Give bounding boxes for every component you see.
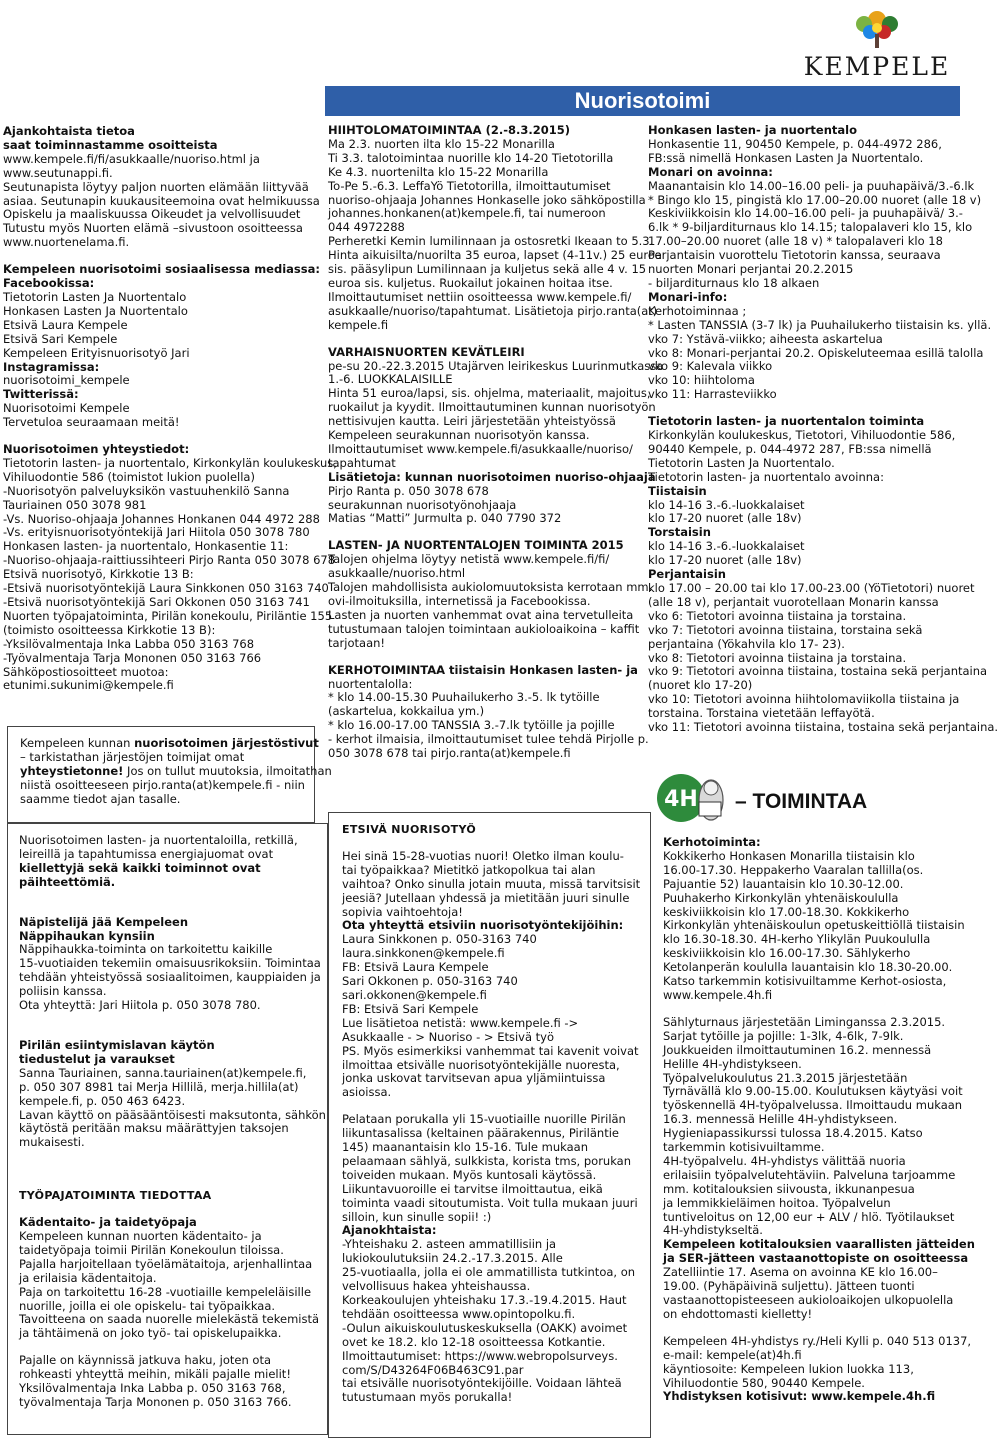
text-line: Kirkonkylän koulukeskus, Tietotori, Vihiluodontie 586, [648,428,956,443]
4h-contact-block [663,1333,972,1405]
text-line: tai työpaikkaa? Mietitkö jatkopolkua tai alan [342,862,596,877]
text-line: pelaamaan sählyä, sulkkista, korista tms, porukan [342,1153,632,1168]
text-line: taidetyöpaja toimii Pirilän Konekoulun tiloissa. [19,1242,284,1257]
text-line: Ketolanperän koululla lauantaisin klo 18.30-20.00. [663,960,953,975]
text-line: com/S/D43264F06B463C91.par [342,1362,524,1377]
text-line: Honkasentie 11, 90450 Kempele, p. 044-4972 286, [648,136,942,151]
youth-houses-block [328,538,653,650]
contacts-block [3,442,337,693]
logo-wordmark: KEMPELE [803,52,951,81]
text-line: nettisivujen kautta. Leiri järjestetään yhteistyössä [328,414,616,429]
text-line: Näppihaukan kynsiin [19,928,155,943]
text-line: tarkemmin kotisivuiltamme. [663,1140,825,1155]
text-line: työvalmentaja Tarja Mononen p. 050 3163 766. [19,1395,292,1409]
text-line: vko 11: Tietotori avoinna tiistaina, tostaina sekä perjantaina. [648,720,998,735]
text-line: Yksilövalmentaja Inka Labba p. 050 3163 768, [19,1381,286,1396]
kempele-logo [802,6,952,86]
text-line: Kirkonkylän yhtenäiskoulun opetuskeittiöllä tiistaisin [663,918,965,933]
text-line: Sanna Tauriainen, sanna.tauriainen(at)kempele.fi, [19,1065,307,1080]
text-line: 4H-työpalvelu. 4H-yhdistys välittää nuoria [663,1153,906,1168]
text-line: Puuhakerho Kirkonkylän yhtenäiskoululla [663,890,899,905]
text-line: etunimi.sukunimi@kempele.fi [3,678,174,693]
text-line: tehdään osoitteessa www.opintopolku.fi. [342,1306,576,1321]
text-line: saamme tiedot ajan tasalle. [20,791,181,806]
text-line: Tietotorin Lasten Ja Nuortentalo. [648,455,835,470]
ski-holiday-block [328,123,662,333]
text-line: (nuoret klo 17-20) [648,678,753,693]
text-line: -Nuoriso-ohjaaja-raittiussihteeri Pirjo Ranta 050 3078 678 [3,553,336,568]
text-line: Etsivä nuorisotyö, Kirkkotie 13 B: [3,567,194,582]
text-line: Kempeleen seurakunnan nuorisotyön kanssa. [328,428,590,443]
text-line: rohkeasti yhteyttä meihin, mikäli pajalle mielit! [19,1367,291,1382]
text-line: Hinta 51 euroa/lapsi, sis. ohjelma, materiaalit, majoitus, [328,386,651,401]
text-line: Ma 2.3. nuorten ilta klo 15-22 Monarilla [328,136,555,151]
text-line: euroa sis. kuljetus. Ruokailut jokainen hoitaa itse. [328,275,613,290]
workshop-contact-block [19,1354,319,1410]
text-line: tarjotaan! [328,635,386,650]
text-line: Pajalla harjoitellaan työelämätaitoja, arjenhallintaa [19,1256,313,1271]
text-line: Tietotorin lasten- ja nuortentalo avoinna: [648,469,884,484]
spring-camp-block [328,344,664,527]
text-line: ruokailut ja kyydit. Ilmoittautuminen kunnan nuorisotyön [328,400,656,415]
4h-mascot-icon [651,770,731,828]
text-line: - kerhot ilmaisia, ilmoittautumiset tulee tehdä Pirjolle p. [328,732,649,747]
text-line: Kempeleen kunnan nuorten kädentaito- ja [19,1229,262,1244]
text-line: Maanantaisin klo 14.00–16.00 peli- ja puuhapäivä/3.-6.lk [648,178,975,193]
4h-column [663,835,975,1404]
outreach-sports [342,1113,642,1405]
text-line: 044 4972288 [328,220,405,235]
text-line: torstaina. Torstaina vietetään leffayötä. [648,706,875,721]
text-line: -Oulun aikuiskoulutuskeskuksella (OAKK) avoimet [342,1320,628,1335]
text-line: Kerhotoiminnaa ; [648,303,747,318]
text-line: Tyrnävällä klo 9.00-15.00. Koulutuksen käytyäsi voit [663,1084,963,1099]
text-line: klo 17-20 nuoret (alle 18v) [648,511,802,526]
text-line: jonka uskovat tarvitsevan apua yljämiintuissa [342,1071,606,1086]
text-line: sis. pääsylipun Lumilinnaan ja kuljetus sekä alle 4 v. 15 [328,262,647,277]
text-line: erilaisiin työpalvelutehtäviin. Palveluna tarjoamme [663,1167,956,1182]
text-line: tutustumaan myös porukalla! [342,1390,513,1405]
text-line: Pirilän esiintymislavan käytön [19,1037,215,1052]
column-middle [328,123,664,761]
text-line: silloin, kun sinulle sopii! :) [342,1209,492,1224]
text-line: (toimisto osoitteessa Kirkkotie 13 B): [3,622,216,637]
text-line: vastaanottopisteeseen aukioloaikojen ulkopuolella [663,1293,954,1307]
text-line: Zatelliintie 17. Asema on avoinna KE klo 16.00– [663,1265,938,1280]
text-line: Facebookissa: [3,276,95,291]
text-line: 1.-6. LUOKKALAISILLE [328,372,453,387]
text-line: Näppihaukka-toiminta on tarkoitettu kaikille [19,942,273,957]
text-line: ja lemmikkieläimen hoitoa. Työpalvelun [663,1195,891,1210]
text-line: * klo 16.00-17.00 TANSSIA 3.-7.lk tytöille ja pojille [328,718,615,733]
text-line: ilmoittaa etsivälle nuorisotyöntekijälle nuoresta, [342,1057,620,1072]
text-line: nuorten Monari perjantai 20.2.2015 [648,262,854,277]
organizations-notice-box [7,726,332,823]
text-line: ovet ke 18.2. klo 12-18 osoitteessa Kotkantie. [342,1334,606,1349]
text-line: Tauriainen 050 3078 981 [3,497,147,512]
text-line: (alle 18 v), perjantait vuorotellaan Monarin kanssa [648,594,939,609]
text-line: tuntiveloitus on 12,00 eur + ALV / hlö. Työtilaukset [663,1209,955,1224]
text-line: saat toiminnastamme osoitteista [3,137,218,152]
text-line: www.kempele.fi/fi/asukkaalle/nuoriso.html ja [3,151,260,166]
text-line: Tutustu myös Nuorten elämä –sivustoon osoitteessa [3,221,303,236]
text-line: vko 8: Tietotori avoinna tiistaina ja torstaina. [648,650,907,665]
text-line: Sählyturnaus järjestetään Liminganssa 2.3.2015. [663,1014,946,1029]
club-activities-block [328,662,649,761]
workshop-title: TYÖPAJATOIMINTA TIEDOTTAA [19,1189,212,1203]
text-line: toiminta vaadi sitoutumista. Voit tulla mukaan juuri [342,1195,638,1210]
text-line: Asukkaalle - > Nuoriso - > Etsivä työ [342,1029,555,1044]
text-line: johannes.honkanen(at)kempele.fi, tai numeroon [328,206,606,221]
text-line: Honkasen lasten- ja nuortentalo, Honkasentie 11: [3,539,289,554]
nappihaukka-block [19,916,319,1013]
text-line: Ilmoittautumiset: https://www.webropolsurveys. [342,1348,618,1363]
text-line: klo 17-20 nuoret (alle 18v) [648,553,802,568]
text-line: 050 3078 678 tai pirjo.ranta(at)kempele.fi [328,746,571,761]
text-line: Lavan käyttö on pääsääntöisesti maksutonta, sähkön [19,1107,326,1122]
text-line: Kempeleen kunnan nuorisotoimen järjestöstivut [20,736,319,750]
text-line: Perjantaisin vuorottelu Tietotorin kanssa, seuraava [648,248,941,263]
text-line: Näpistelijä jää Kempeleen [19,914,189,929]
text-line: Honkasen Lasten Ja Nuortentalo [3,303,188,318]
text-line: Ilmoittautumiset www.kempele.fi/asukkaalle/nuoriso/ [328,441,633,456]
text-line: VARHAISNUORTEN KEVÄTLEIRI [328,344,525,359]
text-line: liikuntasalissa (keltainen päärakennus, Piriläntie [342,1126,619,1141]
text-line: sopivia vaihtoehtoja! [342,904,463,919]
text-line: Monari on avoinna: [648,164,773,179]
text-line: keskiviikkoisin klo 17.00-18.30. Kokkikerho [663,904,910,919]
text-line: -Vs. erityisnuorisotyöntekijä Jari Hiitola 050 3078 780 [3,525,310,540]
text-line: www.nuortenelama.fi. [3,235,130,250]
text-line: KERHOTOIMINTAA tiistaisin Honkasen lasten- ja [328,662,638,677]
text-line: Ke 4.3. nuortenilta klo 15-22 Monarilla [328,164,549,179]
text-line: * klo 14.00-15.30 Puuhailukerho 3.-5. lk tytöille [328,690,600,705]
text-line: Sari Okkonen p. 050-3163 740 [342,974,518,989]
text-line: Kempeleen nuorisotoimi sosiaalisessa mediassa: [3,262,320,277]
text-line: vko 8: Monari-perjantai 20.2. Opiskeluteemaa esillä talolla [648,345,984,360]
text-line: FB: Etsivä Laura Kempele [342,960,489,975]
text-line: -Työvalmentaja Tarja Mononen 050 3163 766 [3,650,262,665]
text-line: Talojen ohjelma löytyy netistä www.kempele.fi/fi/ [328,552,610,567]
text-line: Tavoitteena on saada nuorelle mielekästä tekemistä [19,1312,320,1327]
text-line: Katso tarkemmin kotisivuiltamme Kerhot-osiosta, [663,974,947,989]
text-line: velvollisuus hakea yhteishaussa. [342,1279,531,1294]
text-line: Korkeakoulujen yhteishaku 17.3.-19.4.2015. Haut [342,1293,627,1307]
text-line: Etsivä Laura Kempele [3,317,128,332]
text-line: Tietotorin lasten- ja nuortentalon toiminta [648,414,925,429]
text-line: vko 7: Ystävä-viikko; aiheesta askartelua [648,331,883,346]
text-line: -Nuorisotyön palveluyksikön vastuuhenkilö Sanna [3,483,290,498]
text-line: mm. kotitalouksien siivousta, ikkunanpesua [663,1181,915,1196]
text-line: Kempeleen 4H-yhdistys ry./Heli Kylli p. 040 513 0137, [663,1333,972,1348]
text-line: Ota yhteyttä: Jari Hiitola p. 050 3078 780. [19,998,261,1013]
text-line: nuorille, joilla ei ole opiskelu- tai työpaikkaa. [19,1298,276,1313]
text-line: asukkaalle/nuoriso/tapahtumat. Lisätietoja pirjo.ranta(at) [328,303,658,318]
text-line: Opiskelu ja maaliskuussa Oikeudet ja velvollisuudet [3,207,301,222]
text-line: vko 10: Tietotori avoinna hiihtolomaviikolla tiistaina ja [648,692,960,707]
text-line: 19.00. (Pyhäpäivinä suljettu). Jätteen tuonti [663,1279,915,1294]
text-line: nuorisotoimi_kempele [3,373,130,388]
intro-block [3,124,320,250]
text-line: lukiokoulutuksiin 24.2.-17.3.2015. Alle [342,1251,563,1266]
text-line: tapahtumat [328,455,396,470]
text-line: Nuorisotoimen lasten- ja nuortentaloilla, retkillä, [19,833,298,847]
text-line: Helille 4H-yhdistykseen. [663,1056,802,1071]
text-line: leireillä ja tapahtumissa energiajuomat ovat [19,846,274,861]
text-line: toiveiden mukaan. Myös kuntosali käytössä. [342,1167,597,1182]
text-line: Joukkueiden ilmoittautuminen 16.2. mennessä [663,1042,932,1057]
text-line: käyntiosoite: Kempeleen lukion luokka 113, [663,1361,914,1376]
info-box-left [7,823,328,1435]
text-line: vaihtoa? Onko sinulla jotain muuta, missä tarvitsisit [342,876,641,891]
text-line: Ilmoittautumiset nettiin osoitteessa www.kempele.fi/ [328,289,632,304]
text-line: Torstaisin [648,525,711,540]
svg-text:4H: 4H [664,787,698,812]
text-line: tiedustelut ja varaukset [19,1051,175,1066]
text-line: Ota yhteyttä etsiviin nuorisotyöntekijöihin: [342,918,624,933]
text-line: pe-su 20.-22.3.2015 Utajärven leirikeskus Luurinmutkassa [328,358,664,373]
text-line: Pajuantie 52) lauantaisin klo 10.30-12.00. [663,876,904,891]
text-line: HIIHTOLOMATOIMINTAA (2.-8.3.2015) [328,123,570,137]
text-line: Matias “Matti” Jurmulta p. 040 7790 372 [328,511,562,526]
text-line: klo 14-16 3.-6.-luokkalaiset [648,497,805,512]
text-line: Tervetuloa seuraamaan meitä! [3,415,180,430]
text-line: Perheretki Kemin lumilinnaan ja ostosretki Ikeaan to 5.3. [328,234,654,249]
text-line: * Bingo klo 15, pingistä klo 17.00–20.00 nuoret (alle 18 v) [648,192,982,207]
text-line: vko 6: Tietotori avoinna tiistaina ja torstaina. [648,608,907,623]
text-line: (askartelua, kokkailua ym.) [328,704,485,719]
text-line: 4H-yhdistykseltä. [663,1223,763,1238]
text-line: ja tähtäimenä on joko työ- tai opiskelupaikka. [19,1326,282,1341]
text-line: Hei sinä 15-28-vuotias nuori! Oletko ilman koulu- [342,848,624,863]
text-line: -Vs. Nuoriso-ohjaaja Johannes Honkanen 044 4972 288 [3,511,320,526]
text-line: Pelataan porukalla yli 15-vuotiaille nuorille Pirilän [342,1112,626,1127]
text-line: Twitterissä: [3,387,79,402]
text-line: laura.sinkkonen@kempele.fi [342,946,505,961]
text-line: Ajanokhtaista: [342,1223,437,1238]
text-line: Yhdistyksen kotisivut: www.kempele.4h.fi [663,1389,936,1404]
text-line: on ehdottomasti kielletty! [663,1306,813,1321]
4h-activities-header [651,770,951,828]
workshop-block [19,1216,319,1341]
text-line: – tarkistathan järjestöjen toimijat omat [20,749,245,764]
text-line: 90440 Kempele, p. 044-4972 287, FB:ssa nimellä [648,441,932,456]
text-line: sari.okkonen@kempele.fi [342,987,487,1002]
text-line: klo 17.00 – 20.00 tai klo 17.00-23.00 (YöTietotori) nuoret [648,581,975,595]
text-line: Työpalvelukoulutus 21.3.2015 järjestetään [663,1070,908,1085]
section-banner: Nuorisotoimi [325,86,960,116]
text-line: Sähköpostiosoitteet muotoa: [3,664,169,679]
text-line: Honkasen lasten- ja nuortentalo [648,123,857,137]
text-line: Pirjo Ranta p. 050 3078 678 [328,483,489,498]
social-media-block [3,262,320,430]
text-line: Nuorisotoimi Kempele [3,401,130,416]
text-line: Sarjat tytöille ja pojille: 1-3lk, 4-6lk, 7-9lk. [663,1028,904,1043]
4h-activities-title: – TOIMINTAA [735,790,868,813]
text-line: e-mail: kempele(at)4h.fi [663,1347,802,1362]
text-line: Ti 3.3. talotoimintaa nuorille klo 14-20 Tietotorilla [328,150,614,165]
text-line: LASTEN- JA NUORTENTALOJEN TOIMINTA 2015 [328,538,624,553]
text-line: ja SER-jätteen vastaanottopiste on osoitteessa [663,1251,969,1266]
text-line: tai etsivälle nuorisotyöntekijöille. Voidaan lähteä [342,1376,622,1391]
text-line: -Etsivä nuorisotyöntekijä Sari Okkonen 050 3163 741 [3,595,310,609]
text-line: keskiviikkoisin klo 16.00-17.30. Sählykerho [663,946,911,961]
text-line: Perjantaisin [648,567,726,582]
text-line: Tiistaisin [648,483,707,498]
text-line: vko 10: hiihtoloma [648,373,755,388]
honkanen-block [648,123,992,402]
text-line: mukaisesti. [19,1135,85,1150]
text-line: asukkaalle/nuoriso.html [328,566,466,581]
text-line: Lue lisätietoa netistä: www.kempele.fi -> [342,1015,579,1030]
4h-clubs-block [663,835,965,1003]
text-line: www.seutunappi.fi. [3,165,113,180]
text-line: Hinta aikuisilta/nuorilta 35 euroa, lapset (4-11v.) 25 euroa [328,248,662,263]
text-line: käytöstä peritään maksu määrättyjen taksojen [19,1121,289,1136]
text-line: Keskiviikkoisin klo 14.00–16.00 peli- ja puuhapäivä/ 3.- [648,206,963,221]
text-line: Vihiluodontie 586 (toimistot lukion puolella) [3,469,255,484]
text-line: -Yksilövalmentaja Inka Labba 050 3163 768 [3,636,255,651]
text-line: kempele.fi [328,317,389,332]
text-line: Vihiluodontie 580, 90440 Kempele. [663,1375,865,1390]
text-line: -Yhteishaku 2. asteen ammatillisiin ja [342,1237,557,1252]
text-line: vko 9: Kalevala viikko [648,359,773,374]
text-line: nuortentalolla: [328,676,413,691]
notice-lines [20,736,332,807]
text-line: To-Pe 5.-6.3. LeffaYö Tietotorilla, ilmoittautumiset [328,178,611,193]
outreach-title: ETSIVÄ NUORISOTYÖ [342,823,476,836]
text-line: Tietotorin lasten- ja nuortentalo, Kirkonkylän koulukeskus, [3,455,337,470]
text-line: Kempeleen Erityisnuorisotyö Jari [3,345,190,360]
text-line: Etsivä Sari Kempele [3,331,118,346]
text-line: p. 050 307 8981 tai Merja Hillilä, merja.hillila(at) [19,1079,299,1094]
text-line: PS. Myös esimerkiksi vanhemmat tai kavenit voivat [342,1043,639,1058]
text-line: työskennellä 4H-työpalvelussa. Ilmoittaudu mukaan [663,1098,963,1113]
text-line: Laura Sinkkonen p. 050-3163 740 [342,932,537,947]
text-line: klo 16.30-18.30. 4H-kerho Ylikylän Puukoululla [663,932,931,947]
rules-block [19,834,319,890]
text-line: vko 11: Harrasteviikko [648,387,777,402]
text-line: poliisin kanssa. [19,984,107,999]
text-line: www.kempele.4h.fi [663,987,773,1002]
text-line: Nuorisotoimen yhteystiedot: [3,442,190,457]
pirila-stage-block [19,1037,326,1150]
text-line: tutustumaan talojen toimintaan aukioloaikoina – kaffit [328,621,640,636]
tietotori-block [648,414,998,735]
text-line: jeesiä? Jutellaan yhdessä ja mietitään juuri sinulle [342,890,630,905]
text-line: Lisätietoja: kunnan nuorisotoimen nuoriso-ohjaaja [328,469,656,484]
text-line: FB:ssä nimellä Honkasen Lasten Ja Nuortentalo. [648,150,924,165]
text-line: Seutunapista löytyy paljon nuorten elämään liittyvää [3,179,309,194]
text-line: päihteettömiä. [19,874,116,889]
text-line: Paja on tarkoitettu 16-28 -vuotiaille kempeleläisille [19,1284,312,1299]
column-right [648,123,998,735]
tree-icon [842,6,912,50]
text-line: kiellettyjä sekä kaikki toiminnot ovat [19,860,261,875]
text-line: seurakunnan nuorisotyönohjaaja [328,497,517,512]
text-line: 16.3. mennessä Helille 4H-yhdistykseen. [663,1112,898,1127]
text-line: asiaa. Seutunapin kuukausiteemoina ovat helmikuussa [3,193,320,208]
text-line: 16.00-17.30. Heppakerho Vaaralan tallilla(os. [663,862,924,877]
text-line: kempele.fi, p. 050 463 6423. [19,1093,186,1108]
text-line: asioissa. [342,1085,392,1100]
text-line: Pajalle on käynnissä jatkuva haku, joten ota [19,1353,272,1368]
text-line: 17.00–20.00 nuoret (alle 18 v) * talopalaveri klo 18 [648,234,943,249]
text-line: niistä osoitteeseen pirjo.ranta(at)kempele.fi - niin [20,777,305,792]
text-line: Kempeleen kotitalouksien vaarallisten jätteiden [663,1237,975,1252]
text-line: -Etsivä nuorisotyöntekijä Laura Sinkkonen 050 3163 740 [3,581,329,596]
text-line: Nuorten työpajatoiminta, Pirilän konekoulu, Piriläntie 155 [3,608,333,623]
text-line: Kokkikerho Honkasen Monarilla tiistaisin klo [663,848,915,863]
text-line: perjantaina (Yökahvila klo 17- 23). [648,636,845,651]
text-line: Tietotorin Lasten Ja Nuortentalo [3,289,187,304]
text-line: ovi-ilmoituksilla, internetissä ja Facebookissa. [328,594,591,608]
text-line: klo 14-16 3.-6.-luokkalaiset [648,539,805,554]
text-line: ja erilaisia kädentaitoja. [19,1270,157,1285]
text-line: Kerhotoiminta: [663,835,761,849]
text-line: tehdään yhteistyössä sosiaalitoimen, kauppiaiden ja [19,970,321,985]
text-line: Liikuntavuoroille ei tarvitse ilmoittautua, eikä [342,1181,603,1196]
text-line: 6.lk * 9-biljarditurnaus klo 14.15; talopalaveri klo 15, klo [648,220,973,235]
text-line: 25-vuotiaalla, jolla ei ole ammatillista tutkintoa, on [342,1265,636,1280]
text-line: 145) maanantaisin klo 15-16. Tule mukaan [342,1140,588,1155]
4h-events-block [663,1014,975,1322]
outreach-intro [342,850,642,1100]
column-left [3,124,337,693]
text-line: yhteystietonne! Jos on tullut muutoksia, ilmoitathan [20,763,332,778]
text-line: Ajankohtaista tietoa [3,124,135,138]
text-line: Kädentaito- ja taidetyöpaja [19,1215,197,1230]
text-line: Hygieniapassikurssi tulossa 18.4.2015. Katso [663,1126,923,1141]
text-line: FB: Etsivä Sari Kempele [342,1001,479,1016]
text-line: vko 9: Tietotori avoinna tiistaina, tostaina sekä perjantaina [648,664,988,679]
text-line: Lasten ja nuorten vanhemmat ovat aina tervetulleita [328,607,634,622]
outreach-youth-work-box [328,812,651,1438]
text-line: Monari-info: [648,289,728,304]
text-line: - biljarditurnaus klo 18 alkaen [648,275,820,290]
text-line: nuoriso-ohjaaja Johannes Honkaselle joko sähköpostilla [328,192,646,207]
text-line: Talojen mahdollisista aukiolomuutoksista kerrotaan mm. [328,580,653,595]
text-line: Instagramissa: [3,359,100,374]
text-line: * Lasten TANSSIA (3-7 lk) ja Puuhailukerho tiistaisin ks. yllä. [648,317,992,332]
text-line: 15-vuotiaiden tekemiin omaisuusrikoksiin. Toimintaa [19,956,321,971]
text-line: vko 7: Tietotori avoinna tiistaina, torstaina sekä [648,622,923,637]
